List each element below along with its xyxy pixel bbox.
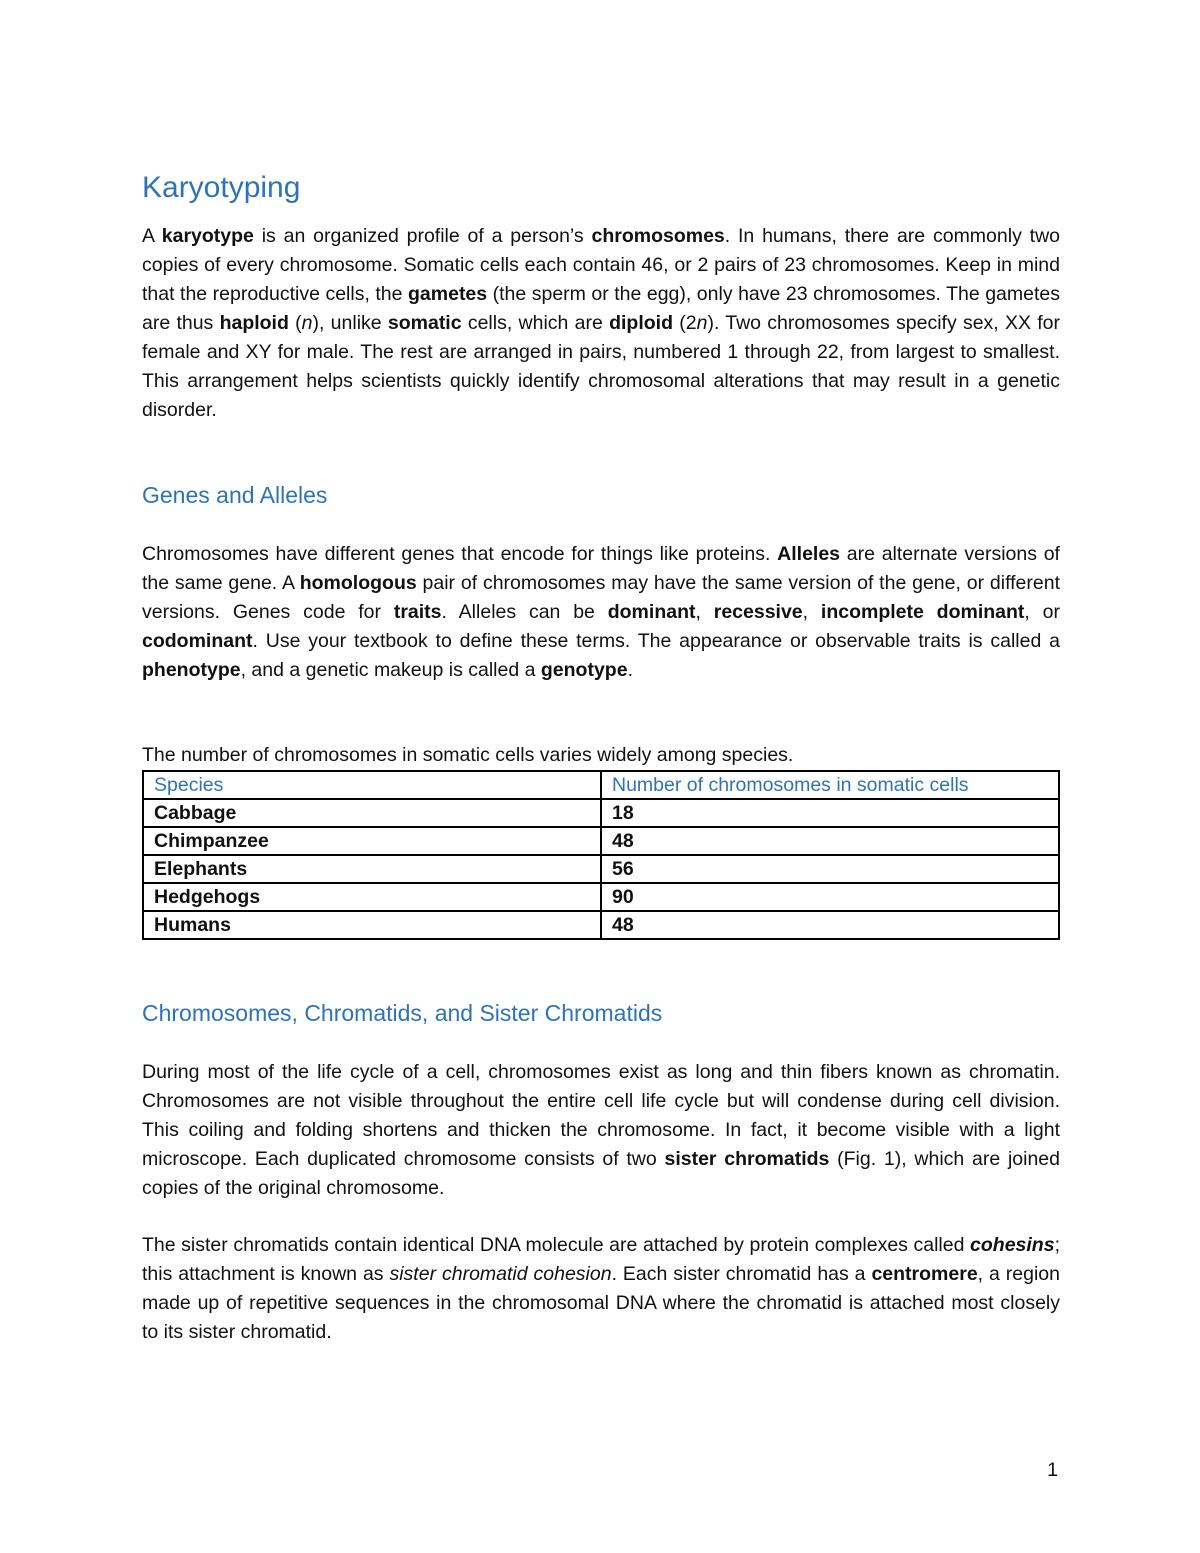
column-header-species: Species <box>143 771 601 799</box>
chromatids-paragraph-1: During most of the life cycle of a cell, chromosomes exist as long and thin fibers known as chromatin. Chromosomes are not visible throughout the entire cell life cycle but will condense during cell division. This coiling and folding shortens and thicken the chromosome. In fact, it become visible with a light microscope. Each duplicated chromosome consists of two sister chromatids (Fig. 1), which are joined copies of the original chromosome. <box>142 1061 1060 1199</box>
table-row <box>143 827 1059 855</box>
table-row <box>143 911 1059 939</box>
term-gametes: gametes <box>408 283 488 305</box>
column-header-chromosome-count: Number of chromosomes in somatic cells <box>601 771 1059 799</box>
table-row <box>143 883 1059 911</box>
species-cell: Hedgehogs <box>143 883 601 911</box>
count-cell: 56 <box>601 855 1059 883</box>
count-cell: 18 <box>601 799 1059 827</box>
species-cell: Humans <box>143 911 601 939</box>
count-cell: 48 <box>601 827 1059 855</box>
table-caption: The number of chromosomes in somatic cells varies widely among species. <box>142 744 794 766</box>
species-cell: Cabbage <box>143 799 601 827</box>
chromatids-paragraph-2: The sister chromatids contain identical DNA molecule are attached by protein complexes called cohesins; this attachment is known as sister chromatid cohesion. Each sister chromatid has a centromere, a region made up of repetitive sequences in the chromosomal DNA where the chromatid is attached most closely to its sister chromatid. <box>142 1234 1060 1343</box>
term-karyotype: karyotype <box>161 225 254 247</box>
table-row <box>143 855 1059 883</box>
table-header-row <box>143 771 1059 799</box>
term-diploid: diploid <box>609 312 673 334</box>
genes-paragraph: Chromosomes have different genes that encode for things like proteins. Alleles are alternate versions of the same gene. A homologous pair of chromosomes may have the same version of the gene, or different versions. Genes code for traits. Alleles can be dominant, recessive, incomplete dominant, or codominant. Use your textbook to define these terms. The appearance or observable traits is called a phenotype, and a genetic makeup is called a genotype. <box>142 543 1060 681</box>
term-somatic: somatic <box>387 312 462 334</box>
species-cell: Elephants <box>143 855 601 883</box>
page-title: Karyotyping <box>142 171 301 204</box>
table-row <box>143 799 1059 827</box>
species-chromosome-table <box>142 770 1060 940</box>
count-cell: 90 <box>601 883 1059 911</box>
section-heading-chromatids: Chromosomes, Chromatids, and Sister Chromatids <box>142 1000 663 1026</box>
species-cell: Chimpanzee <box>143 827 601 855</box>
page-number: 1 <box>1047 1459 1058 1481</box>
section-heading-genes: Genes and Alleles <box>142 482 328 508</box>
term-haploid: haploid <box>219 312 289 334</box>
term-chromosomes: chromosomes <box>591 225 725 247</box>
count-cell: 48 <box>601 911 1059 939</box>
intro-paragraph: A karyotype is an organized profile of a person’s chromosomes. In humans, there are commonly two copies of every chromosome. Somatic cells each contain 46, or 2 pairs of 23 chromosomes. Keep in mind that the reproductive cells, the gametes (the sperm or the egg), only have 23 chromosomes. The gametes are thus haploid (n), unlike somatic cells, which are diploid (2n). Two chromosomes specify sex, XX for female and XY for male. The rest are arranged in pairs, numbered 1 through 22, from largest to smallest. This arrangement helps scientists quickly identify chromosomal alterations that may result in a genetic disorder. <box>142 225 1060 421</box>
document-page <box>142 168 1060 1347</box>
